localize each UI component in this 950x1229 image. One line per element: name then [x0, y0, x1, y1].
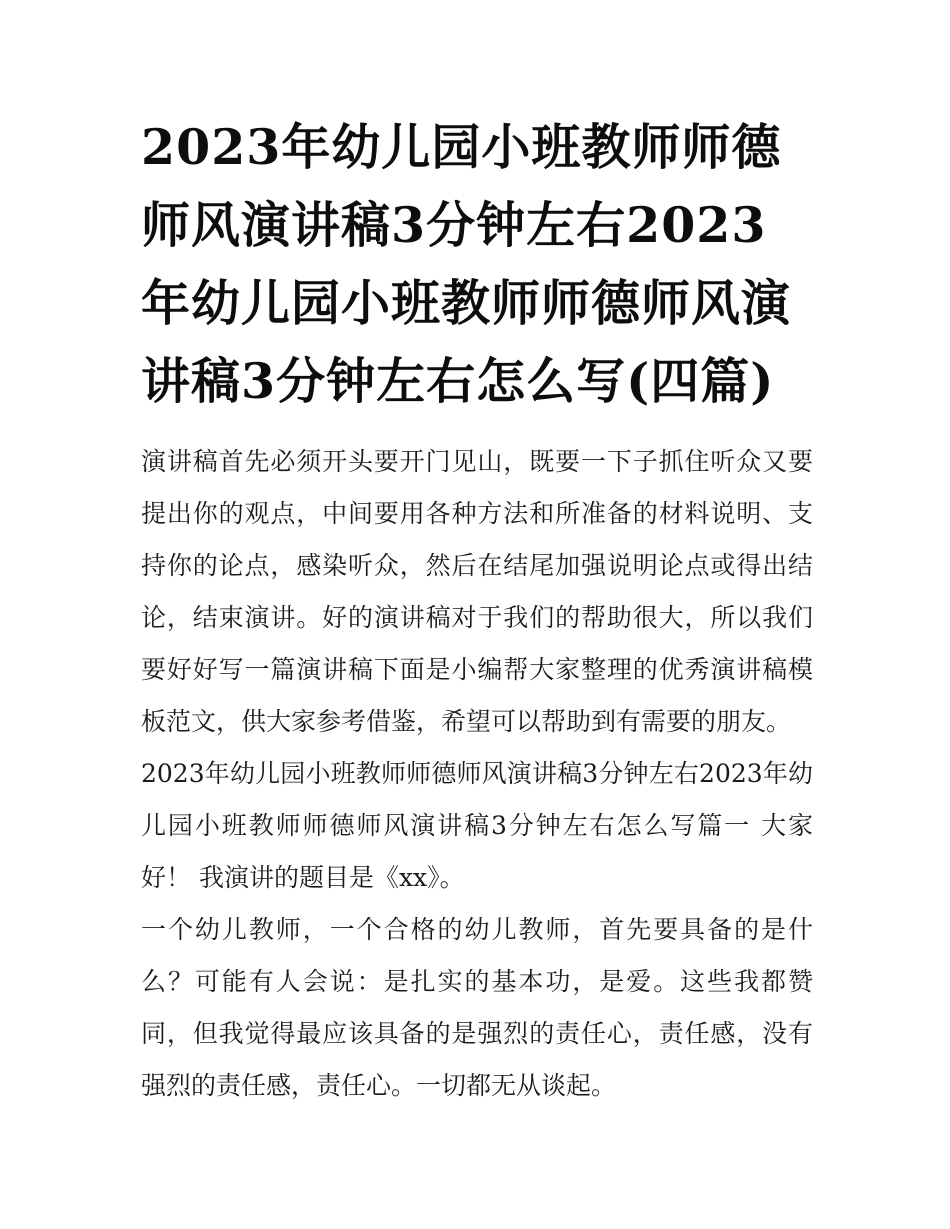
speech-heading-paragraph: 2023年幼儿园小班教师师德师风演讲稿3分钟左右2023年幼儿园小班教师师德师风演讲稿3分钟左右怎么写篇一 大家好！ 我演讲的题目是《xx》。 [141, 759, 813, 892]
body-paragraph: 一个幼儿教师，一个合格的幼儿教师，首先要具备的是什么？可能有人会说：是扎实的基本功，是爱。这些我都赞同，但我觉得最应该具备的是强烈的责任心，责任感，没有强烈的责任感，责任心。一切都无从谈起。 [141, 915, 813, 1100]
intro-paragraph: 演讲稿首先必须开头要开门见山，既要一下子抓住听众又要提出你的观点，中间要用各种方法和所准备的材料说明、支持你的论点，感染听众，然后在结尾加强说明论点或得出结论，结束演讲。好的演讲稿对于我们的帮助很大，所以我们要好好写一篇演讲稿下面是小编帮大家整理的优秀演讲稿模板范文，供大家参考借鉴，希望可以帮助到有需要的朋友。 [141, 447, 813, 736]
document-body [141, 108, 813, 1112]
document-title: 2023年幼儿园小班教师师德师风演讲稿3分钟左右2023年幼儿园小班教师师德师风演讲稿3分钟左右怎么写(四篇) [141, 118, 792, 410]
